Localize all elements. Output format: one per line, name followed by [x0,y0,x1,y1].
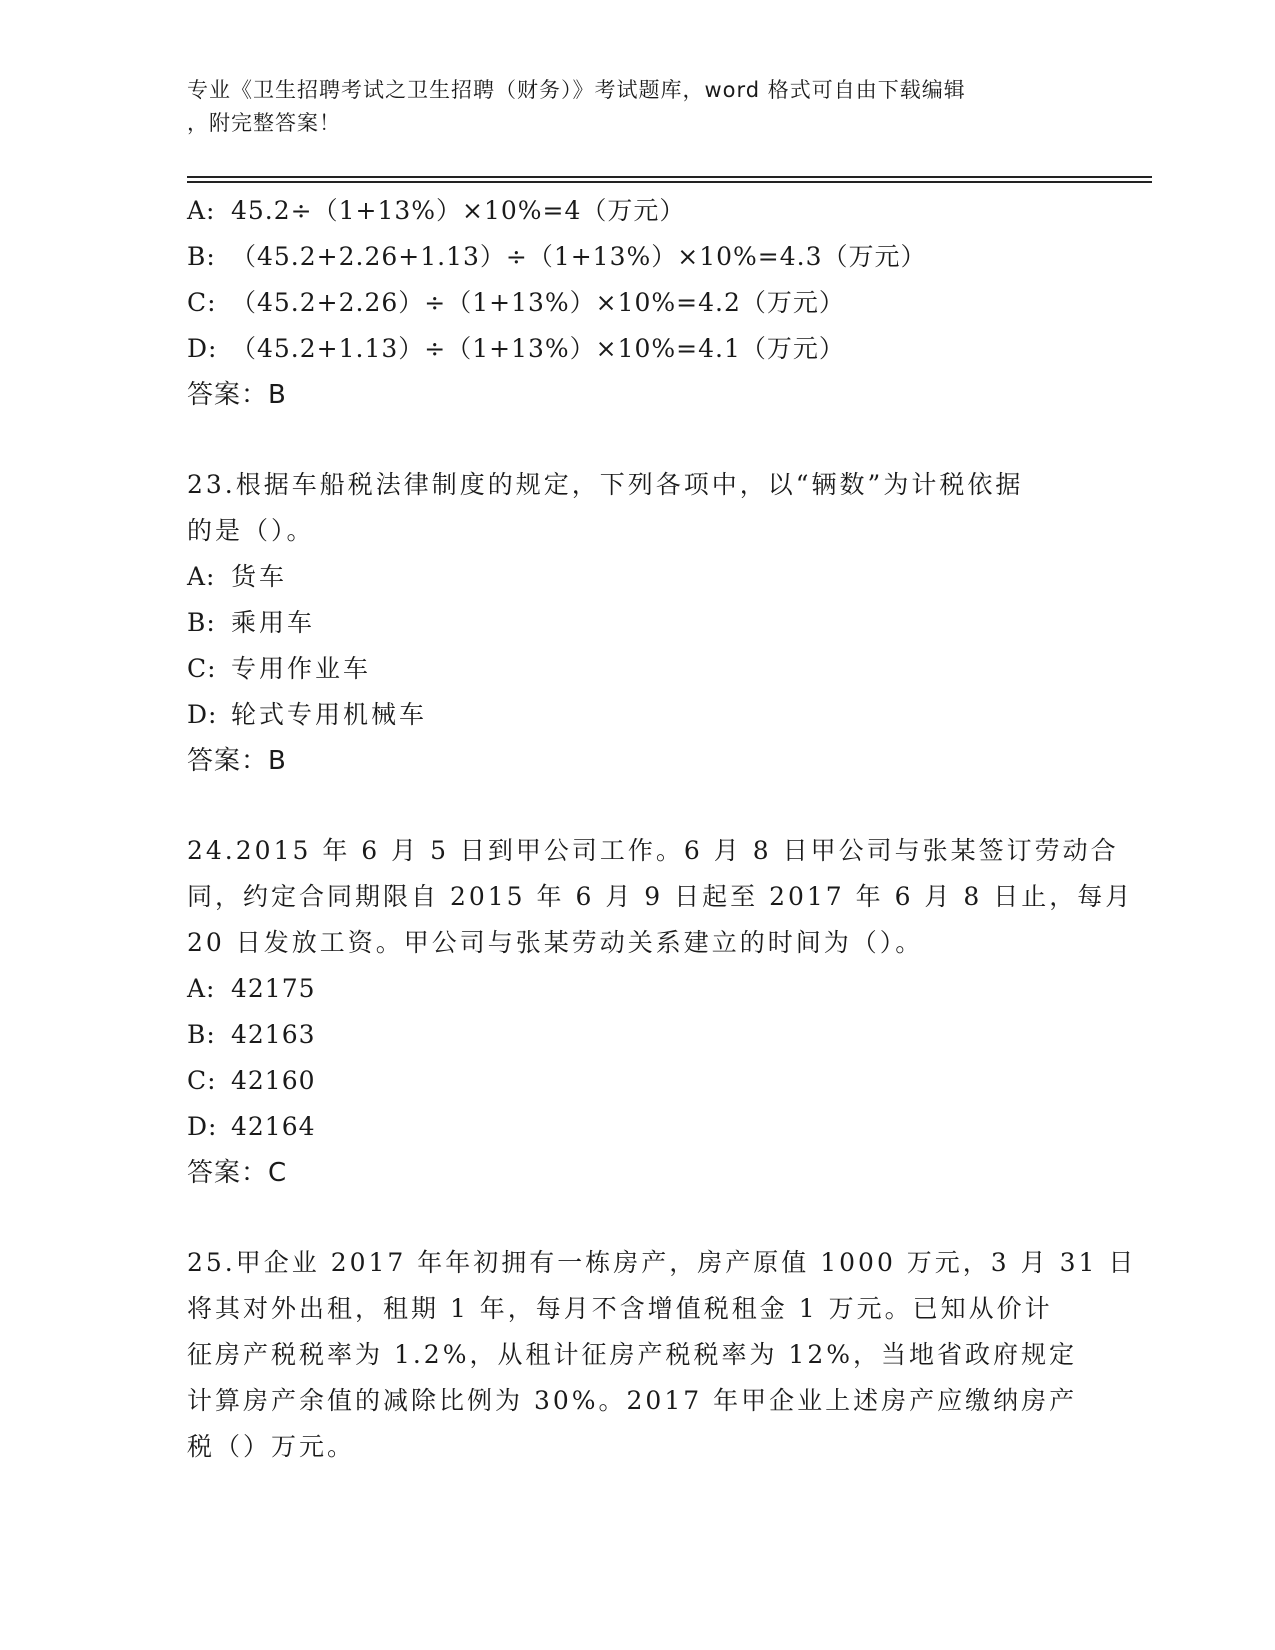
question-text-line: 23.根据车船税法律制度的规定，下列各项中，以“辆数”为计税依据 [187,470,1024,499]
question-24 [187,828,1134,1196]
option-label: A: [187,974,216,1003]
option-d [187,692,1087,738]
option-label: C: [187,654,217,683]
question-text-line: 计算房产余值的减除比例为 30%。2017 年甲企业上述房产应缴纳房产 [187,1386,1078,1415]
option-text: 专用作业车 [231,654,372,683]
question-22 [187,188,1087,418]
option-text: （45.2+2.26+1.13）÷（1+13%）×10%=4.3（万元） [231,242,927,271]
question-text-line: 24.2015 年 6 月 5 日到甲公司工作。6 月 8 日甲公司与张某签订劳动合 [187,836,1119,865]
option-b [187,1012,1087,1058]
option-a [187,554,1087,600]
header-divider-top [187,176,1152,178]
header-divider-bottom [187,181,1152,183]
option-c [187,1058,1087,1104]
question-text-line: 25.甲企业 2017 年年初拥有一栋房产，房产原值 1000 万元，3 月 31 日 [187,1248,1137,1277]
question-23 [187,462,1087,784]
option-label: A: [187,562,216,591]
option-label: C: [187,1066,217,1095]
answer-line: 答案：C [187,1158,288,1188]
option-text: 42163 [231,1020,316,1049]
option-label: C: [187,288,217,317]
option-text: 42160 [231,1066,316,1095]
option-text: 乘用车 [231,608,316,637]
option-label: D: [187,1112,218,1141]
question-text-line: 征房产税税率为 1.2%，从租计征房产税税率为 12%，当地省政府规定 [187,1340,1077,1369]
question-text-line: 税（）万元。 [187,1432,356,1461]
question-text-line: 的是（）。 [187,516,315,545]
option-label: B: [187,608,216,637]
option-text: 42175 [231,974,316,1003]
option-text: 轮式专用机械车 [231,700,428,729]
option-c [187,646,1087,692]
option-text: 42164 [231,1112,316,1141]
option-text: 45.2÷（1+13%）×10%=4（万元） [231,196,686,225]
option-d [187,1104,1087,1150]
option-b [187,234,1087,280]
option-text: 货车 [231,562,288,591]
document-body [187,188,1137,1470]
question-text-line: 同，约定合同期限自 2015 年 6 月 9 日起至 2017 年 6 月 8 日止，每月 [187,882,1134,911]
option-d [187,326,1087,372]
answer-line: 答案：B [187,380,287,410]
option-label: D: [187,700,218,729]
option-label: D: [187,334,218,363]
document-header [187,74,1067,140]
option-label: A: [187,196,216,225]
option-b [187,600,1087,646]
header-title-line: 专业《卫生招聘考试之卫生招聘（财务）》考试题库，word 格式可自由下载编辑 [187,78,966,102]
option-a [187,966,1087,1012]
option-label: B: [187,242,216,271]
option-c [187,280,1087,326]
answer-line: 答案：B [187,746,287,776]
option-label: B: [187,1020,216,1049]
question-text-line: 将其对外出租，租期 1 年，每月不含增值税租金 1 万元。已知从价计 [187,1294,1053,1323]
option-text: （45.2+2.26）÷（1+13%）×10%=4.2（万元） [231,288,845,317]
option-text: （45.2+1.13）÷（1+13%）×10%=4.1（万元） [231,334,845,363]
header-title-continuation: ，附完整答案！ [187,111,341,135]
option-a [187,188,1087,234]
question-25 [187,1240,1137,1470]
question-text-line: 20 日发放工资。甲公司与张某劳动关系建立的时间为（）。 [187,928,924,957]
